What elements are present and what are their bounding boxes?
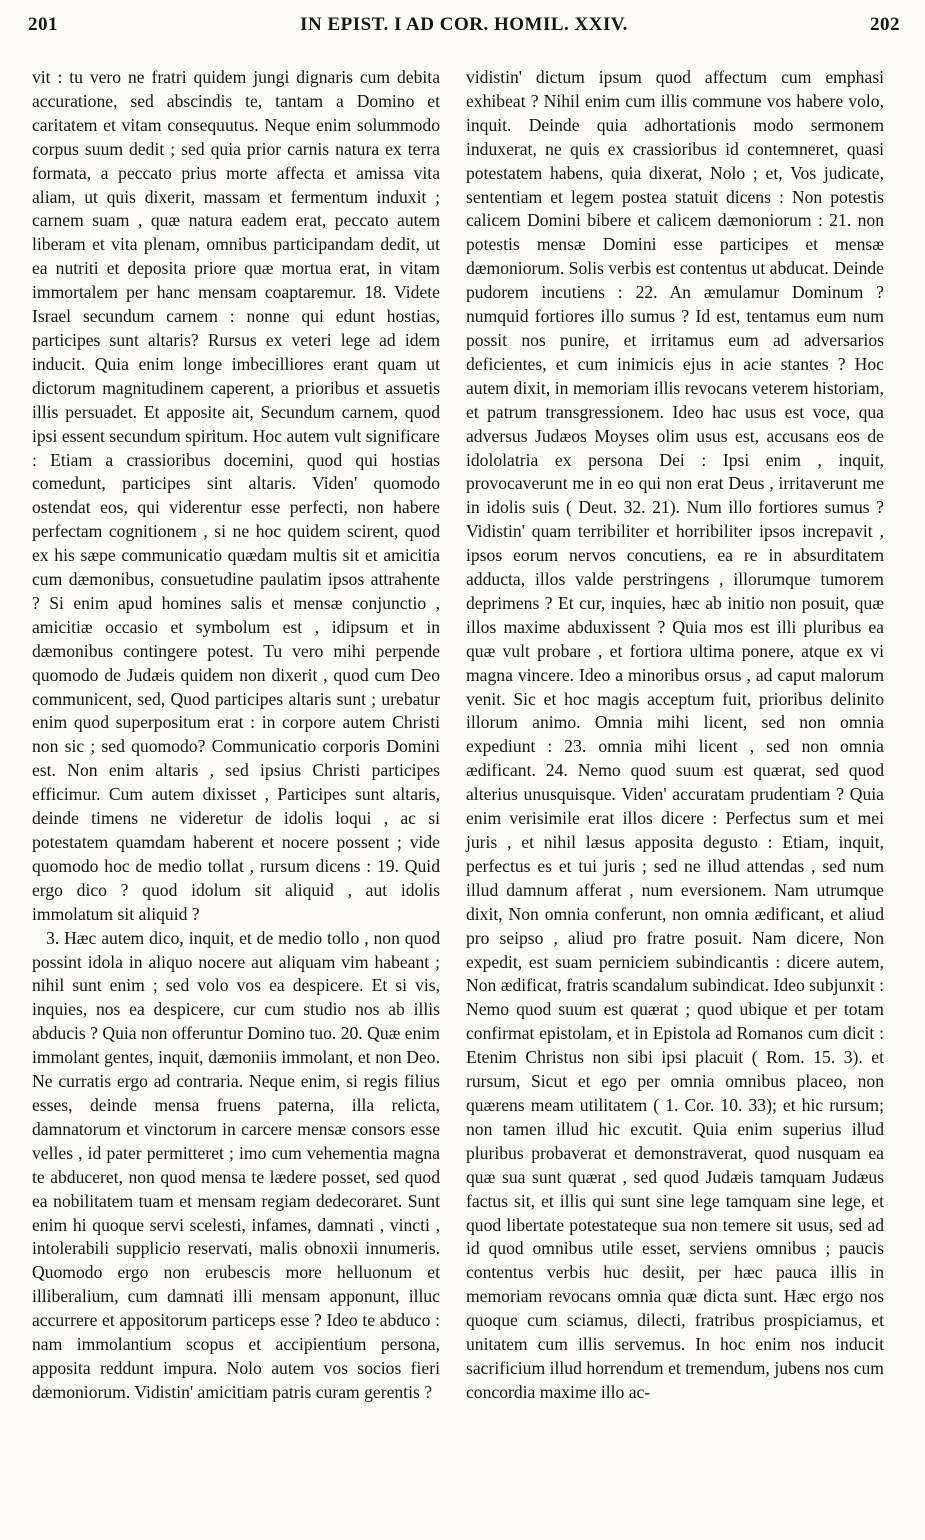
running-title: IN EPIST. I AD COR. HOMIL. XXIV. — [300, 14, 628, 35]
left-paragraph-2: 3. Hæc autem dico, inquit, et de medio tollo , non quod possint idola in aliquo nocere aut aliquam vim habeant ; nihil sunt enim ; sed volo vos ea despicere. Et si vis, inquies, nos ea despicere, cur cum studio nos ab illis abducis ? Quia non offeruntur Domino tuo. 20. Quæ enim immolant gentes, inquit, dæmoniis immolant, et non Deo. Ne curratis ergo ad contraria. Neque enim, si regis filius esses, deinde mensa fruens paterna, illa relicta, damnatorum et vinctorum in carcere mensæ consors esse velles , id pater permitteret ; imo cum vehementia magna te abduceret, non quod mensa te lædere posset, sed quod ea nobilitatem tuam et mensam regiam dedecoraret. Sunt enim hi quoque servi scelesti, infames, damnati , vincti , intolerabili supplicio reservati, malis obnoxii innumeris. Quomodo ergo non erubescis more helluonum et illiberalium, cum damnati illi mensam apponunt, illuc accurrere et appositorum particeps esse ? Ideo te abduco : nam immolantium scopus et accipientium persona, apposita reddunt impura. Nolo autem vos socios fieri dæmoniorum. Vidistin' amicitiam patris curam gerentis ? — [32, 927, 440, 1402]
right-paragraph-1: vidistin' dictum ipsum quod affectum cum emphasi exhibeat ? Nihil enim cum illis commune vos habere volo, inquit. Deinde quia adhortationis modo sermonem induxerat, ne quis ex crassioribus id contemneret, quasi potestatem habens, quia dixerat, Nolo ; et, Vos judicate, sententiam et legem postea statuit dicens : Non potestis calicem Domini bibere et calicem dæmoniorum : 21. non potestis mensæ Domini esse participes et mensæ dæmoniorum. Solis verbis est contentus ut abducat. Deinde pudorem incutiens : 22. An æmulamur Dominum ? numquid fortiores illo sumus ? Id est, tentamus eum num possit nos punire, et irritamus eum ad adversarios deficientes, et cum inimicis ejus in acie stantes ? Hoc autem dixit, in memoriam illis revocans veterem historiam, et patrum transgressionem. Ideo hac usus est voce, qua adversus Judæos Moyses olim usus est, accusans eos de idololatria ex persona Dei : Ipsi enim , inquit, provocaverunt me in eo qui non erat Deus , irritaverunt me in idolis suis ( Deut. 32. 21). Num illo fortiores sumus ? Vidistin' quam terribiliter et horribiliter ipsos increpavit , ipsos eorum nervos concutiens, ea re in absurditatem adducta, illos valde perstringens , illorumque tumorem deprimens ? Et cur, inquies, hæc ab initio non posuit, quæ illos maxime abduxissent ? Quia mos est illi pluribus ea quæ vult probare , et fortiora ultima ponere, atque ex vi magna vincere. Ideo a minoribus orsus , ad caput malorum venit. Sic et hoc magis acceptum fuit, prioribus delinito illorum animo. Omnia mihi licent, sed non omnia expediunt : 23. omnia mihi licent , sed non omnia ædificant. 24. Nemo quod suum est quærat, sed quod alterius unusquisque. Viden' accuratam prudentiam ? Quia enim verisimile erat illos dicere : Perfectus sum et mei juris , et nihil læsus apposita degusto : Etiam, inquit, perfectus es et tui juris ; sed ne illud attendas , sed num illud damnum afferat , num eversionem. Nam utrumque dixit, Non omnia conferunt, non omnia ædificant, et aliud pro seipso , aliud pro fratre posuit. Nam dicere, Non expedit, est suam perniciem subindicantis : dicere autem, Non ædificat, fratris scandalum subindicat. Ideo subjunxit : Nemo quod suum est quærat ; quod ubique et per totam confirmat epistolam, et in Epistola ad Romanos cum dicit : Etenim Christus non sibi ipsi placuit ( Rom. 15. 3). et rursum, Sicut et ego per omnia omnibus placeo, non quærens meam utilitatem ( 1. Cor. 10. 33); et hic rursum; non tamen illud hic excutit. Quia enim superius illud pluribus probaverat et demonstraverat, quod nusquam ea quæ sua sunt quærat , sed quod Judæis tamquam Judæus factus sit, et illis qui sunt sine lege tamquam sine lege, et quod libertate potestateque sua non temere sit usus, sed ad id quod omnibus utile esset, serviens omnibus ; paucis contentus verbis huc desiit, per hæc pauca illis in memoriam revocans omnia quæ dicta sunt. Hæc ergo nos quoque cum sciamus, dilecti, fratribus prospiciamus, et unitatem cum illis servemus. In hoc enim nos inducit sacrificium illud horrendum et tremendum, jubens nos cum concordia maxime illo ac- — [466, 67, 884, 1402]
page-number-right: 202 — [870, 14, 900, 35]
left-paragraph-1: vit : tu vero ne fratri quidem jungi dignaris cum debita accuratione, sed abscindis te, tantam a Domino et caritatem et vitam consequutus. Neque enim solummodo corpus suum dedit ; sed quia prior carnis natura ex terra formata, a peccato prius morte affecta et amissa vita aliam, ut quis dixerit, massam et fermentum induxit ; carnem suam , quæ natura eadem erat, peccato autem liberam et vita plenam, omnibus participandam dedit, ut ea nutriti et deposita priore quæ mortua erat, in vitam immortalem per hanc mensam coaptaremur. 18. Videte Israel secundum carnem : nonne qui edunt hostias, participes sunt altaris? Rursus ex veteri lege ad idem inducit. Quia enim longe imbecilliores erant quam ut dictorum magnitudinem caperent, a prioribus et assuetis illis persuadet. Et apposite ait, Secundum carnem, quod ipsi essent secundum spiritum. Hoc autem vult significare : Etiam a crassioribus docemini, quod qui hostias comedunt, participes sint altaris. Viden' quomodo ostendat eos, qui viderentur esse perfecti, non habere perfectam cognitionem , si ne hoc quidem scirent, quod ex his sæpe communicatio quædam multis sit et amicitia cum dæmonibus, consuetudine paulatim ipsos attrahente ? Si enim apud homines salis et mensæ conjunctio , amicitiæ occasio et symbolum est , idipsum et in dæmonibus contingere potest. Tu vero mihi perpende quomodo de Judæis quidem non dixerit , quod cum Deo communicent, sed, Quod participes altaris sunt ; urebatur enim quod superpositum erat : in corpore autem Christi non sic ; sed quomodo? Communicatio corporis Domini est. Non enim altaris , sed ipsius Christi participes efficimur. Cum autem dixisset , Participes sunt altaris, deinde timens ne videretur de idolis loqui , ac si potestatem quamdam haberent et nocere possent ; vide quomodo hoc de medio tollat , rursum dicens : 19. Quid ergo dico ? quod idolum sit aliquid , aut idolis immolatum sit aliquid ? — [32, 67, 440, 924]
page-number-left: 201 — [28, 14, 58, 35]
right-column — [466, 66, 884, 1405]
running-header — [28, 8, 900, 42]
left-column — [32, 66, 440, 1405]
